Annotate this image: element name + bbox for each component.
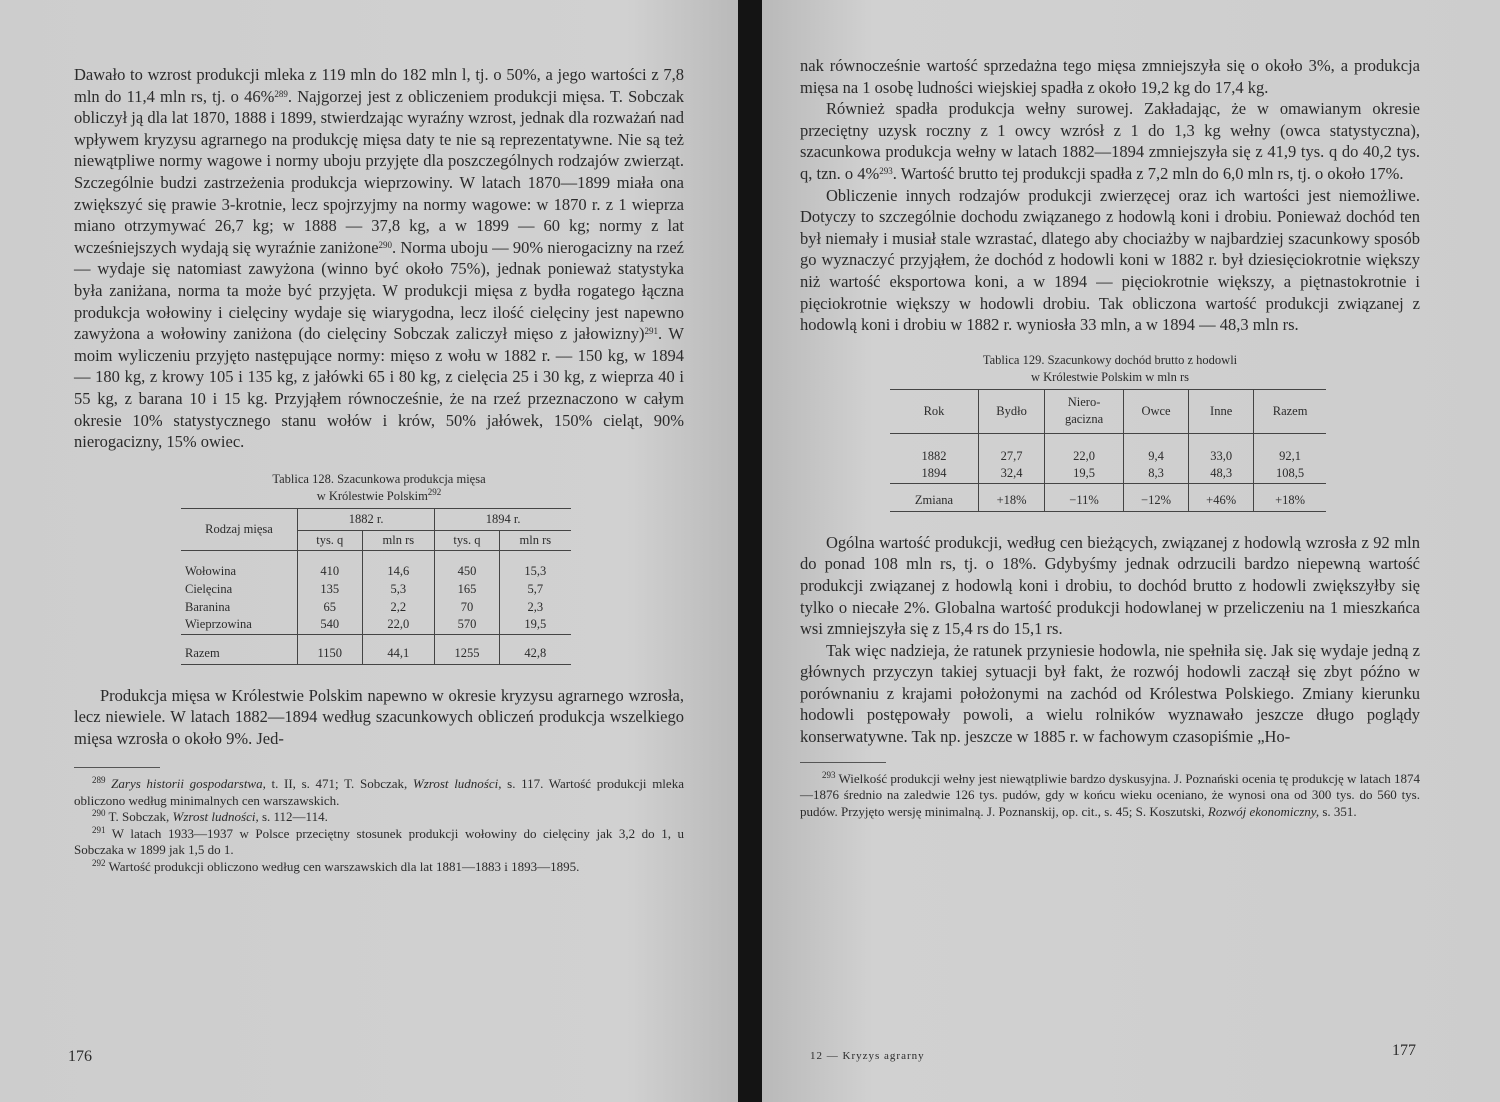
right-paragraph-3: Obliczenie innych rodzajów produkcji zwierzęcej oraz ich wartości jest niemożliwe. Dotyczy to szczególnie dochodu związanego z hodowlą koni i drobiu. Ponieważ dochód ten był niemały i musiał stale wzrastać, dlatego aby chociażby w najbardziej szacunkowy sposób go wyznaczyć przyjąłem, że dochód z hodowli koni w 1882 r. był dziesięciokrotnie większy niż wartość eksportowa koni, a w 1894 — pięciokrotnie większy, a piętnastokrotnie i pięciokrotnie większy w hodowli drobiu. Tak obliczona wartość produkcji związanej z hodowlą koni i drobiu w 1882 r. wyniosła 33 mln, a w 1894 — 48,3 mln rs.	[800, 185, 1420, 335]
right-paragraph-4: Ogólna wartość produkcji, według cen bieżących, związanej z hodowlą wzrosła z 92 mln do ponad 108 mln rs, tj. o 18%. Gdybyśmy jednak odrzucili bardzo niepewną wartość produkcji związanej z hodowlą koni i drobiu, to dochód brutto z hodowli zwiększyłby się tylko o niecałe 2%. Globalna wartość produkcji hodowlanej w przeliczeniu na 1 mieszkańca wsi zmniejszyła się z 15,4 rs do 15,1 rs.	[800, 532, 1420, 639]
header-1882: 1882 r.	[298, 508, 435, 530]
header-bydlo: Bydło	[979, 389, 1045, 433]
unit-rs-1894: mln rs	[499, 530, 571, 550]
header-nierogacizna: Niero- gacizna	[1045, 389, 1124, 433]
header-inne: Inne	[1189, 389, 1254, 433]
left-text-column	[74, 64, 684, 875]
unit-q-1882: tys. q	[298, 530, 363, 550]
footnote-293: $^{293}$ Wielkość produkcji wełny jest niewątpliwie bardzo dyskusyjna. J. Poznański ocenia tę produkcję w latach 1874—1876 średnio na zaledwie 126 tys. pudów, gdy w końcu wieku oceniano, że wynosi ona od 300 tys. do 560 tys. pudów. Przyjęto wersję minimalną. J. Poznanskij, op. cit., s. 45; S. Koszutski, Rozwój ekonomiczny, s. 351.	[800, 769, 1420, 819]
footnote-divider	[800, 762, 886, 763]
header-owce: Owce	[1123, 389, 1188, 433]
table-row: Wołowina 410 14,6 450 15,3	[181, 562, 571, 580]
unit-rs-1882: mln rs	[362, 530, 435, 550]
header-1894: 1894 r.	[435, 508, 571, 530]
right-paragraph-1: nak równocześnie wartość sprzedażna tego mięsa zmniejszyła się o około 3%, a produkcja mięsa na 1 osobę ludności wiejskiej spadła z około 19,2 kg do 17,4 kg.	[800, 56, 1420, 97]
footnote-divider	[74, 767, 160, 768]
table-128	[181, 508, 571, 665]
page-number-right: 177	[1392, 1042, 1416, 1059]
footnote-291: $^{291}$ W latach 1933—1937 w Polsce przeciętny stosunek produkcji wołowiny do cielęciny jak 3,2 do 1, u Sobczaka w 1899 jak 1,5 do 1.	[74, 824, 684, 858]
table-total-row: Razem 1150 44,1 1255 42,8	[181, 644, 571, 664]
book-spine	[738, 0, 762, 1102]
footnote-290: $^{290}$ T. Sobczak, Wzrost ludności, s. 112—114.	[92, 808, 328, 825]
page-number-left: 176	[68, 1048, 92, 1065]
unit-q-1894: tys. q	[435, 530, 500, 550]
right-paragraph-5: Tak więc nadzieja, że ratunek przyniesie hodowla, nie spełniła się. Jak się wydaje jedną z głównych przyczyn takiej sytuacji był fakt, że rozwój hodowli zaczął się zbyt późno w porównaniu z krajami położonymi na zachód od Królestwa Polskiego. Zmiany kierunku hodowli postępowały powoli, a wielu rolników wyznawało jeszcze długo poglądy konserwatywne. Tak np. jeszcze w 1885 r. w fachowym czasopiśmie „Ho-	[800, 640, 1420, 747]
header-rok: Rok	[890, 389, 979, 433]
left-paragraph-1: Dawało to wzrost produkcji mleka z 119 mln do 182 mln l, tj. o 50%, a jego wartości z 7,8 mln do 11,4 mln rs, tj. o 46%$^{289}$. Najgorzej jest z obliczeniem produkcji mięsa. T. Sobczak obliczył ją dla lat 1870, 1888 i 1899, stwierdzając wyraźny wzrost, jednak dla rozważań nad wpływem kryzysu agrarnego na produkcję mięsa daty te nie są reprezentatywne. Nie są też niewątpliwe normy wagowe i normy uboju przyjęte dla poszczególnych rodzajów zwierząt. Szczególnie budzi zastrzeżenia produkcja wieprzowiny. W latach 1870—1899 miała ona zwiększyć się prawie 3-krotnie, lecz spojrzyjmy na normy wagowe: w 1870 r. z 1 wieprza miano otrzymywać 26,7 kg; w 1888 — 37,8 kg, a w 1899 — 60 kg; normy z lat wcześniejszych wydają się wyraźnie zaniżone$^{290}$. Norma uboju — 90% nierogacizny na rzeź — wydaje się natomiast zawyżona (winno być około 75%), jednak ponieważ statystyka była zaniżana, norma ta może być przyjęta. W produkcji mięsa z bydła rogatego łączna produkcja wołowiny i cielęciny wydaje się wiarygodna, lecz ilość cielęciny jest napewno zawyżona a wołowiny zaniżona (do cielęciny Sobczak zaliczył mięso z jałowizny)$^{291}$. W moim wyliczeniu przyjęto następujące normy: mięso z wołu w 1882 r. — 150 kg, w 1894 — 180 kg, z krowy 105 i 135 kg, z jałówki 65 i 80 kg, z cielęcia 25 i 30 kg, z wieprza 40 i 55 kg, z barana 10 i 15 kg. Przyjąłem równocześnie, że na rzeź przeznaczono w całym okresie 10% statystycznego stanu wołów i krów, 50% jałówek, 150% cieląt, 90% nierogacizny, 15% owiec.	[74, 65, 685, 452]
right-paragraph-2: Również spadła produkcja wełny surowej. Zakładając, że w omawianym okresie przeciętny uzysk roczny z 1 owcy wzrósł z 1 do 1,3 kg wełny (owca statystyczna), szacunkowa produkcja wełny w latach 1882—1894 zmniejszyła się z 41,9 tys. q do 40,2 tys. q, tzn. o 4%$^{293}$. Wartość brutto tej produkcji spadła z 7,2 mln do 6,0 mln rs, tj. o około 17%.	[800, 99, 1420, 183]
table-row: Baranina 65 2,2 70 2,3	[181, 598, 571, 616]
table-row: 1882 27,7 22,0 9,4 33,0 92,1	[890, 447, 1326, 465]
table-row: 1894 32,4 19,5 8,3 48,3 108,5	[890, 465, 1326, 483]
table-row: Cielęcina 135 5,3 165 5,7	[181, 580, 571, 598]
footnote-289: $^{289}$ Zarys historii gospodarstwa, t. II, s. 471; T. Sobczak, Wzrost ludności, s. 117. Wartość produkcji mleka obliczono według minimalnych cen warszawskich.	[74, 775, 684, 808]
signature-mark: 12 — Kryzys agrarny	[810, 1050, 925, 1062]
header-razem: Razem	[1254, 389, 1326, 433]
table-129-caption: Tablica 129. Szacunkowy dochód brutto z hodowli w Królestwie Polskim w mln rs	[982, 352, 1238, 384]
table-128-caption: Tablica 128. Szacunkowa produkcja mięsa w Królestwie Polskim$^{292}$	[272, 471, 486, 503]
table-129	[890, 389, 1326, 512]
right-text-column	[800, 55, 1420, 820]
left-paragraph-2: Produkcja mięsa w Królestwie Polskim napewno w okresie kryzysu agrarnego wzrosła, lecz niewiele. W latach 1882—1894 według szacunkowych obliczeń produkcja wszelkiego mięsa wzrosła o około 9%. Jed-	[74, 685, 684, 748]
table-row: Wieprzowina 540 22,0 570 19,5	[181, 616, 571, 634]
table-change-row: Zmiana +18% −11% −12% +46% +18%	[890, 491, 1326, 511]
footnote-292: $^{292}$ Wartość produkcji obliczono według cen warszawskich dla lat 1881—1883 i 1893—1895.	[92, 857, 580, 874]
header-kind: Rodzaj mięsa	[181, 508, 298, 550]
